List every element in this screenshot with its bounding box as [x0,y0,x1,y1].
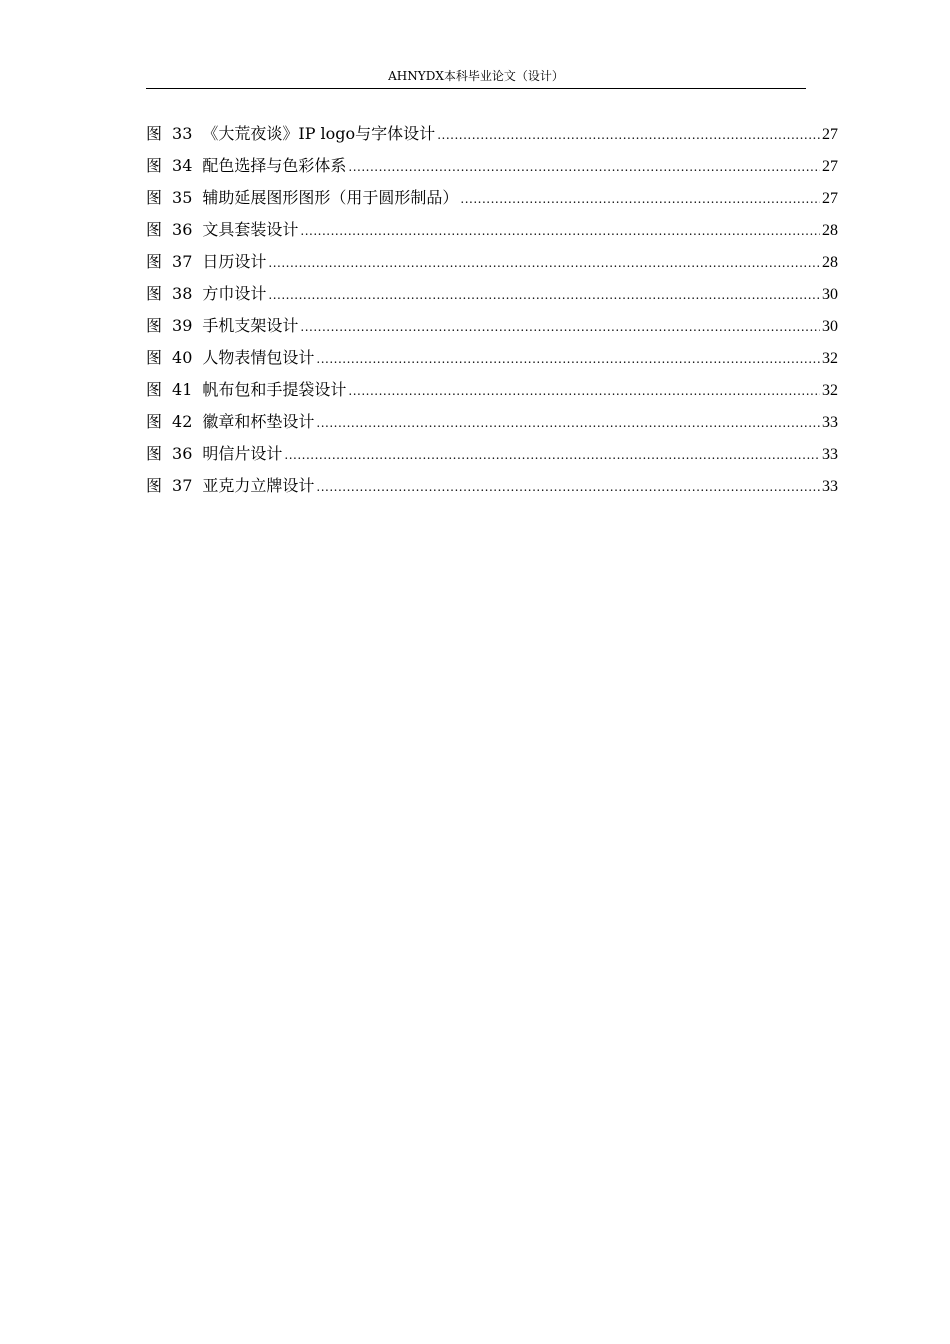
toc-entry-prefix: 图 [146,252,163,271]
toc-dot-leader [460,183,820,215]
toc-entry-page: 33 [822,446,838,463]
toc-entry-prefix: 图 [146,124,163,143]
toc-entry-page: 32 [822,350,838,367]
toc-dot-leader [268,247,820,279]
header-title: AHNYDX本科毕业论文（设计） [388,69,564,83]
toc-entry-title: 配色选择与色彩体系 [202,156,347,175]
toc-entry-number: 36 [172,444,193,463]
toc-entry-number: 37 [172,476,193,495]
toc-entry-page: 27 [822,126,838,143]
toc-dot-leader [268,279,820,311]
toc-entry-page: 30 [822,318,838,335]
toc-entry-page: 33 [822,478,838,495]
toc-entry-prefix: 图 [146,156,163,175]
toc-entry-title: 徽章和杯垫设计 [202,412,315,431]
toc-dot-leader [300,311,820,343]
toc-dot-leader [284,439,820,471]
toc-entry-title: 《大荒夜谈》IP logo与字体设计 [202,124,436,143]
toc-entry-page: 28 [822,254,838,271]
toc-entry[interactable] [146,438,838,470]
toc-entry[interactable] [146,406,838,438]
toc-entry-page: 28 [822,222,838,239]
toc-entry-page: 27 [822,158,838,175]
toc-entry-page: 27 [822,190,838,207]
toc-entry-number: 38 [172,284,193,303]
toc-entry-number: 37 [172,252,193,271]
toc-entry[interactable] [146,246,838,278]
toc-dot-leader [316,407,820,439]
toc-entry-number: 42 [172,412,193,431]
toc-dot-leader [348,151,820,183]
toc-entry-prefix: 图 [146,444,163,463]
toc-entry-title: 辅助延展图形图形（用于圆形制品） [202,188,459,207]
toc-entry-number: 35 [172,188,193,207]
toc-entry[interactable] [146,118,838,150]
toc-entry-prefix: 图 [146,220,163,239]
toc-entry-title: 日历设计 [202,252,267,271]
toc-entry-title: 文具套装设计 [202,220,299,239]
figure-list-of-contents [146,118,838,502]
toc-entry-title: 人物表情包设计 [202,348,315,367]
toc-entry-prefix: 图 [146,412,163,431]
toc-dot-leader [300,215,820,247]
toc-entry-number: 33 [172,124,193,143]
toc-entry-page: 32 [822,382,838,399]
page-header [146,66,806,89]
toc-entry-title: 明信片设计 [202,444,283,463]
toc-entry-prefix: 图 [146,380,163,399]
toc-entry-title: 方巾设计 [202,284,267,303]
toc-entry-number: 40 [172,348,193,367]
toc-entry[interactable] [146,470,838,502]
toc-entry[interactable] [146,150,838,182]
toc-dot-leader [348,375,820,407]
toc-entry[interactable] [146,278,838,310]
toc-entry-title: 帆布包和手提袋设计 [202,380,347,399]
toc-entry-number: 39 [172,316,193,335]
toc-entry-number: 34 [172,156,193,175]
toc-dot-leader [316,343,820,375]
toc-entry-page: 30 [822,286,838,303]
toc-entry-title: 亚克力立牌设计 [202,476,315,495]
toc-entry-number: 36 [172,220,193,239]
toc-dot-leader [437,119,820,151]
toc-entry-prefix: 图 [146,188,163,207]
toc-entry-prefix: 图 [146,316,163,335]
toc-entry[interactable] [146,214,838,246]
toc-entry-page: 33 [822,414,838,431]
toc-entry-prefix: 图 [146,476,163,495]
toc-entry[interactable] [146,374,838,406]
toc-entry-number: 41 [172,380,193,399]
toc-entry-title: 手机支架设计 [202,316,299,335]
toc-entry[interactable] [146,342,838,374]
toc-entry-prefix: 图 [146,348,163,367]
toc-dot-leader [316,471,820,503]
toc-entry-prefix: 图 [146,284,163,303]
toc-entry[interactable] [146,182,838,214]
toc-entry[interactable] [146,310,838,342]
